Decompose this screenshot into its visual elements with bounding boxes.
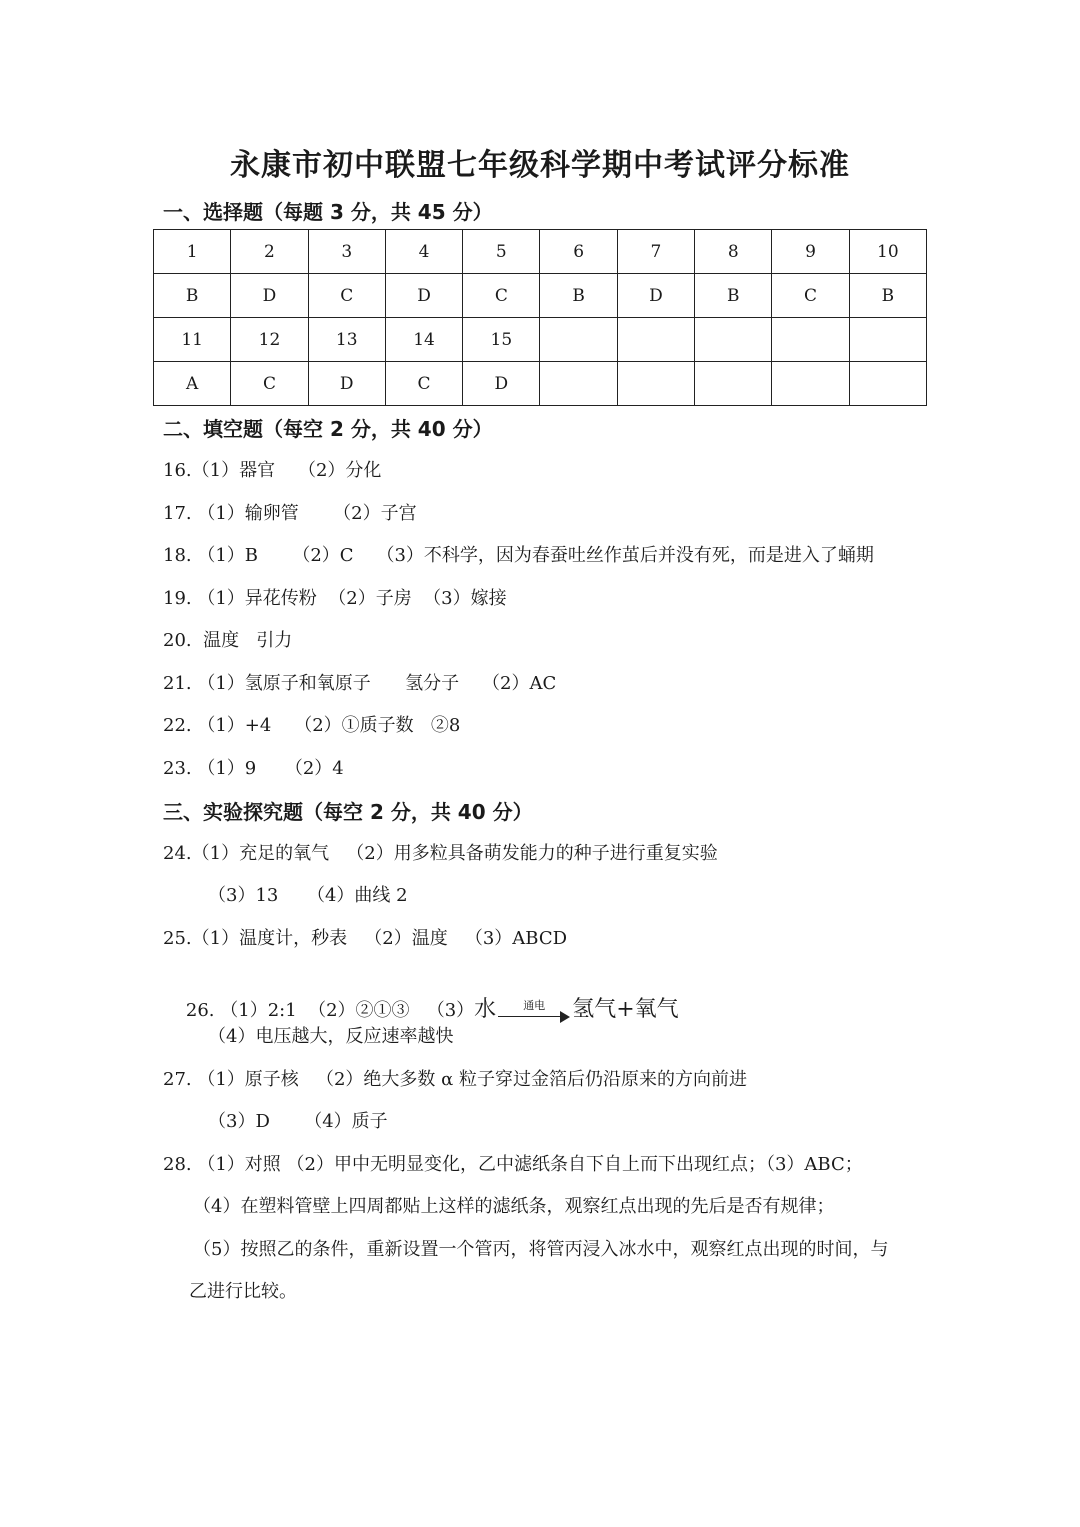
answer-line-22: 22. （1）+4 （2）①质子数 ②8 [163,715,461,736]
answer-line-25: 25.（1）温度计，秒表 （2）温度 （3）ABCD [163,928,568,949]
answer-line-28-part5-cont: 乙进行比较。 [189,1281,297,1302]
table-cell: 8 [695,230,772,274]
answer-line-28-part4: （4）在塑料管壁上四周都贴上这样的滤纸条，观察红点出现的先后是否有规律； [193,1196,835,1217]
answer-line-28-part5: （5）按照乙的条件，重新设置一个管丙，将管丙浸入冰水中，观察红点出现的时间，与 [193,1239,889,1260]
table-cell: 1 [154,230,231,274]
table-row [154,318,927,362]
table-cell: 12 [231,318,308,362]
table-cell: 7 [617,230,694,274]
table-cell: D [385,274,462,318]
answer-line-18: 18. （1）B （2）C （3）不科学，因为春蚕吐丝作茧后并没有死，而是进入了蛹期 [163,545,874,566]
table-cell: 11 [154,318,231,362]
table-cell: D [463,362,540,406]
equation-products: 氢气+氧气 [572,997,679,1022]
choice-answer-table [153,229,927,406]
table-cell [695,362,772,406]
section-heading-choice: 一、选择题（每题 3 分，共 45 分） [163,200,493,224]
table-cell: D [617,274,694,318]
table-cell: B [849,274,926,318]
table-row [154,274,927,318]
table-cell: 15 [463,318,540,362]
reaction-arrow-icon [498,1001,570,1023]
answer-line-16: 16.（1）器官 （2）分化 [163,460,382,481]
answer-line-27-cont: （3）D （4）质子 [208,1111,388,1132]
table-cell [617,362,694,406]
answer-line-19: 19. （1）异花传粉 （2）子房 （3）嫁接 [163,588,507,609]
table-cell [695,318,772,362]
table-cell: 9 [772,230,849,274]
table-cell: A [154,362,231,406]
table-cell: 2 [231,230,308,274]
table-cell: C [385,362,462,406]
table-cell: 4 [385,230,462,274]
table-row [154,230,927,274]
answer-line-26-cont: （4）电压越大，反应速率越快 [208,1026,454,1047]
table-cell: C [231,362,308,406]
table-cell [617,318,694,362]
table-cell: 6 [540,230,617,274]
table-cell: D [308,362,385,406]
table-row [154,362,927,406]
table-cell: 13 [308,318,385,362]
page-title: 永康市初中联盟七年级科学期中考试评分标准 [230,148,850,183]
table-cell [540,362,617,406]
answer-line-21: 21. （1）氢原子和氧原子 氢分子 （2）AC [163,673,557,694]
table-cell: D [231,274,308,318]
table-cell: 3 [308,230,385,274]
table-cell [540,318,617,362]
table-cell: B [154,274,231,318]
table-cell [772,362,849,406]
electrolysis-equation [474,992,678,1023]
answer-line-28: 28. （1）对照 （2）甲中无明显变化，乙中滤纸条自下自上而下出现红点；（3）ABC； [163,1154,863,1175]
table-cell: C [772,274,849,318]
answer-line-26-prefix: 26. （1）2:1 （2）②①③ （3） [185,1000,475,1021]
table-cell [849,362,926,406]
section-heading-experiment: 三、实验探究题（每空 2 分，共 40 分） [163,800,533,824]
table-cell [849,318,926,362]
table-cell: 14 [385,318,462,362]
section-heading-fill: 二、填空题（每空 2 分，共 40 分） [163,417,493,441]
answer-line-23: 23. （1）9 （2）4 [163,758,344,779]
table-cell: 10 [849,230,926,274]
answer-line-24-cont: （3）13 （4）曲线 2 [208,885,408,906]
table-cell: B [695,274,772,318]
answer-line-27: 27. （1）原子核 （2）绝大多数 α 粒子穿过金箔后仍沿原来的方向前进 [163,1069,748,1090]
equation-reactant: 水 [474,997,497,1022]
answer-line-24: 24.（1）充足的氧气 （2）用多粒具备萌发能力的种子进行重复实验 [163,843,718,864]
table-cell: B [540,274,617,318]
table-cell: 5 [463,230,540,274]
answer-line-17: 17. （1）输卵管 （2）子宫 [163,503,417,524]
reaction-condition: 通电 [523,999,546,1012]
answer-line-20: 20. 温度 引力 [163,630,293,651]
table-cell: C [308,274,385,318]
table-cell: C [463,274,540,318]
table-cell [772,318,849,362]
